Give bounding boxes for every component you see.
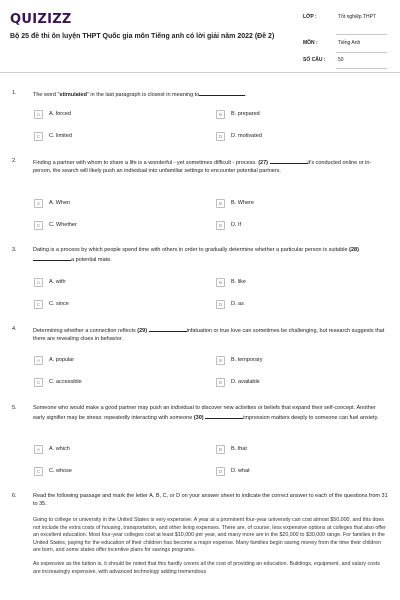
subject-label: MÔN : xyxy=(303,40,318,46)
option-letter: A xyxy=(34,278,43,287)
option-letter: A xyxy=(34,356,43,365)
option-label: A. which xyxy=(49,446,70,452)
metadata-panel xyxy=(303,14,387,69)
question-number: 6. xyxy=(12,493,17,499)
option-letter: C xyxy=(34,467,43,476)
question-count-value: 50 xyxy=(336,57,387,69)
option-letter: D xyxy=(216,221,225,230)
question-count-row xyxy=(303,57,387,69)
option-letter: A xyxy=(34,110,43,119)
question-instruction: Read the following passage and mark the letter A, B, C, or D on your answer sheet to indicate the correct answer to each of the questions from 31 to 35. xyxy=(33,493,388,507)
option-label: B. like xyxy=(231,279,246,285)
subject-row xyxy=(303,40,387,54)
option-label: B. that xyxy=(231,446,247,452)
reading-passage xyxy=(33,517,388,582)
class-row xyxy=(303,14,387,36)
option-letter: B xyxy=(216,110,225,119)
option-letter: D xyxy=(216,378,225,387)
header-divider xyxy=(0,72,400,73)
option-label: D. available xyxy=(231,379,260,385)
question-text: Dating is a process by which people spend time with others in order to gradually determine whether a particular person is suitable (28) a potential mate. xyxy=(33,247,359,263)
question-text: Determining whether a connection reflects (29) infatuation or true love can sometimes be challenging, but research suggests that there are revealing clues in behavior. xyxy=(33,325,388,343)
question-number: 3. xyxy=(12,247,17,253)
question-text: Someone who would make a good partner may push an individual to discover new activities or beliefs that expand their self-concept. Another early signifier may be stress: repeatedly interacting with someone (30) impression matters deeply to someone can fuel anxiety. xyxy=(33,405,379,421)
subject-value: Tiếng Anh xyxy=(336,40,387,53)
answer-blank xyxy=(270,157,308,164)
option-label: C. accessible xyxy=(49,379,82,385)
option-letter: B xyxy=(216,199,225,208)
option-label: D. If xyxy=(231,222,242,228)
question-number: 2. xyxy=(12,158,17,164)
class-value: Tốt nghiệp THPT xyxy=(336,14,387,35)
passage-paragraph: As expensive as the tuition is, it should be noted that this hardly covers all the cost of providing an education. Buildings, equipment, and salary costs are increasingly expensive, with advanced technology adding tremendous xyxy=(33,560,380,575)
option-letter: B xyxy=(216,278,225,287)
option-label: A. When xyxy=(49,200,71,206)
option-label: B. temporary xyxy=(231,357,263,363)
option-label: C. whose xyxy=(49,468,72,474)
option-label: A. popular xyxy=(49,357,75,363)
option-letter: D xyxy=(216,467,225,476)
option-letter: B xyxy=(216,445,225,454)
answer-blank xyxy=(199,89,245,96)
option-label: A. forced xyxy=(49,111,72,117)
highlighted-word: stimulated xyxy=(59,92,87,98)
option-label: C. Whether xyxy=(49,222,77,228)
option-label: D. what xyxy=(231,468,250,474)
option-letter: D xyxy=(216,132,225,141)
answer-blank xyxy=(33,254,71,261)
option-letter: D xyxy=(216,300,225,309)
option-letter: C xyxy=(34,132,43,141)
blank-number: (29) xyxy=(137,328,148,334)
question-number: 4. xyxy=(12,326,17,332)
option-letter: B xyxy=(216,356,225,365)
blank-number: (30) xyxy=(193,415,204,421)
blank-number: (27) xyxy=(258,160,268,166)
question-number: 5. xyxy=(12,405,17,411)
option-label: D. motivated xyxy=(231,133,262,139)
option-letter: A xyxy=(34,199,43,208)
option-letter: C xyxy=(34,378,43,387)
document-title: Bộ 25 đề thi ôn luyện THPT Quốc gia môn Tiếng anh có lời giải năm 2022 (Đề 2) xyxy=(10,33,275,40)
option-letter: A xyxy=(34,445,43,454)
question-count-label: SỐ CÂU : xyxy=(303,57,326,63)
option-label: C. limited xyxy=(49,133,72,139)
blank-number: (28) xyxy=(349,247,359,253)
option-label: A. with xyxy=(49,279,66,285)
option-label: B. prepared xyxy=(231,111,260,117)
question-text: The word "stimulated" in the last paragraph is closest in meaning to . xyxy=(33,89,388,99)
option-letter: C xyxy=(34,221,43,230)
option-label: D. as xyxy=(231,301,244,307)
answer-blank xyxy=(205,412,243,419)
answer-blank xyxy=(149,325,187,332)
question-number: 1. xyxy=(12,90,17,96)
class-label: LỚP : xyxy=(303,14,317,20)
option-letter: C xyxy=(34,300,43,309)
passage-paragraph: Going to college or university in the United States is very expensive. A year at a prominent four-year university can cost almost $50,000, and this does not include the extra costs of housing, transportation, and other living expenses. There are, of course, less expensive options at colleges that also offer an excellent education. Most four-year colleges cost at least $10,000 per year, and many more are in the $20,000 to $30,000 range. For families in the United States, paying for the education of their children has become a major expense. Many families begin saving money from the time their children are born, and some states offer incentive plans for savings programs. xyxy=(33,517,386,554)
question-text: Finding a partner with whom to share a life is a wonderful - yet sometimes difficult - process. (27) it's conducted online or in-person, the search will likely push an individual into unfamiliar settings to encounter potential partners. xyxy=(33,157,388,175)
option-label: C. since xyxy=(49,301,69,307)
quizizz-logo: QUIZIZZ xyxy=(10,12,72,27)
option-label: B. Where xyxy=(231,200,254,206)
